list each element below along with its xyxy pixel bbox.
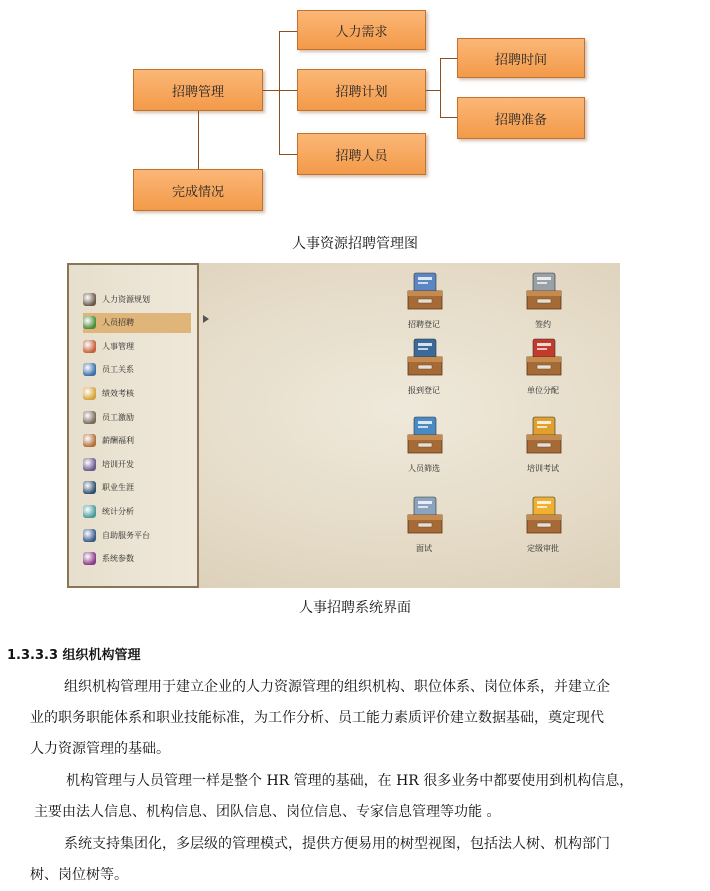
interview-drawer-icon: [405, 495, 445, 537]
connector-line: [279, 31, 297, 32]
recruit-icon: [83, 316, 96, 329]
sidebar-item[interactable]: [83, 383, 191, 403]
function-label: 单位分配: [527, 386, 559, 395]
module-sidebar: [67, 263, 199, 588]
system-caption: 人事招聘系统界面: [299, 600, 411, 616]
function-label: 报到登记: [408, 386, 440, 395]
connector-line: [279, 31, 280, 155]
sidebar-item-label: 自助服务平台: [102, 530, 150, 540]
sidebar-item[interactable]: [83, 549, 191, 569]
paragraph-line: 系统支持集团化，多层级的管理模式，提供方便易用的树型视图，包括法人树、机构部门: [64, 836, 610, 852]
function-item[interactable]: [498, 495, 588, 555]
selfservice-icon: [83, 529, 96, 542]
sidebar-item[interactable]: [83, 501, 191, 521]
recruitment-system-screenshot: [67, 263, 620, 588]
sidebar-item-label: 职业生涯: [102, 483, 134, 493]
recruitment-management-diagram: [0, 0, 710, 220]
connector-line: [279, 90, 297, 91]
paragraph-line: 组织机构管理用于建立企业的人力资源管理的组织机构、职位体系、岗位体系，并建立企: [64, 679, 610, 695]
settings-icon: [83, 552, 96, 565]
function-label: 签约: [535, 320, 551, 329]
assignment-drawer-icon: [524, 337, 564, 379]
node-recruitment-preparation: 招聘准备: [457, 97, 585, 139]
paragraph-line: 业的职务职能体系和职业技能标准，为工作分析、员工能力素质评价建立数据基础，奠定现代: [30, 710, 604, 726]
training-icon: [83, 458, 96, 471]
diagram-caption: 人事资源招聘管理图: [292, 236, 418, 252]
sidebar-item[interactable]: [83, 525, 191, 545]
register-drawer-icon: [405, 271, 445, 313]
paragraph-line: 树、岗位树等。: [30, 867, 128, 883]
sidebar-item[interactable]: [83, 407, 191, 427]
sidebar-item[interactable]: [83, 454, 191, 474]
connector-line: [440, 58, 457, 59]
connector-line: [279, 154, 297, 155]
node-completion-status: 完成情况: [133, 169, 263, 211]
check-icon: [83, 387, 96, 400]
contract-drawer-icon: [524, 271, 564, 313]
worker-icon: [83, 293, 96, 306]
node-manpower-demand: 人力需求: [297, 10, 426, 50]
sidebar-item[interactable]: [83, 336, 191, 356]
paragraph-line: 机构管理与人员管理一样是整个 HR 管理的基础，在 HR 很多业务中都要使用到机构信息，: [66, 773, 634, 789]
stats-icon: [83, 505, 96, 518]
paragraph-1: [30, 672, 690, 765]
paragraph-2: [30, 766, 690, 828]
function-item[interactable]: [379, 415, 469, 475]
people-icon: [83, 340, 96, 353]
paragraph-line: 人力资源管理的基础。: [30, 741, 170, 757]
function-item[interactable]: [379, 495, 469, 555]
sidebar-item-label: 人事管理: [102, 341, 134, 351]
sidebar-item-label: 培训开发: [102, 459, 134, 469]
screening-drawer-icon: [405, 415, 445, 457]
sidebar-item[interactable]: [83, 360, 191, 380]
function-label: 招聘登记: [408, 320, 440, 329]
sidebar-item[interactable]: [83, 431, 191, 451]
node-recruitment-time: 招聘时间: [457, 38, 585, 78]
sidebar-item-label: 薪酬福利: [102, 436, 134, 446]
exam-drawer-icon: [524, 415, 564, 457]
connector-line: [426, 90, 440, 91]
sidebar-item-label: 系统参数: [102, 554, 134, 564]
connector-line: [198, 111, 199, 169]
connector-line: [440, 58, 441, 118]
function-item[interactable]: [498, 337, 588, 397]
sidebar-item-label: 员工关系: [102, 365, 134, 375]
function-item[interactable]: [379, 337, 469, 397]
function-label: 面试: [416, 544, 432, 553]
sidebar-item-label: 人员招聘: [102, 318, 134, 328]
sidebar-item[interactable]: [83, 478, 191, 498]
sidebar-item-label: 绩效考核: [102, 388, 134, 398]
node-recruitment-staff: 招聘人员: [297, 133, 426, 175]
function-label: 人员筛选: [408, 464, 440, 473]
function-item[interactable]: [379, 271, 469, 331]
node-recruitment-management: 招聘管理: [133, 69, 263, 111]
node-recruitment-plan: 招聘计划: [297, 69, 426, 111]
connector-line: [263, 90, 279, 91]
incentive-icon: [83, 411, 96, 424]
function-label: 定级审批: [527, 544, 559, 553]
paragraph-3: [30, 829, 690, 891]
salary-icon: [83, 434, 96, 447]
function-label: 培训考试: [527, 464, 559, 473]
checkin-drawer-icon: [405, 337, 445, 379]
sidebar-item-label: 员工激励: [102, 412, 134, 422]
sidebar-item-label: 人力资源规划: [102, 294, 150, 304]
function-item[interactable]: [498, 415, 588, 475]
connector-line: [440, 117, 457, 118]
function-item[interactable]: [498, 271, 588, 331]
sidebar-item[interactable]: [83, 289, 191, 309]
section-heading: 1.3.3.3 组织机构管理: [7, 648, 141, 663]
expand-arrow-icon[interactable]: [203, 315, 209, 323]
sidebar-item-label: 统计分析: [102, 506, 134, 516]
paragraph-line: 主要由法人信息、机构信息、团队信息、岗位信息、专家信息管理等功能 。: [34, 804, 501, 820]
approval-drawer-icon: [524, 495, 564, 537]
relation-icon: [83, 363, 96, 376]
sidebar-item[interactable]: [83, 313, 191, 333]
career-icon: [83, 481, 96, 494]
